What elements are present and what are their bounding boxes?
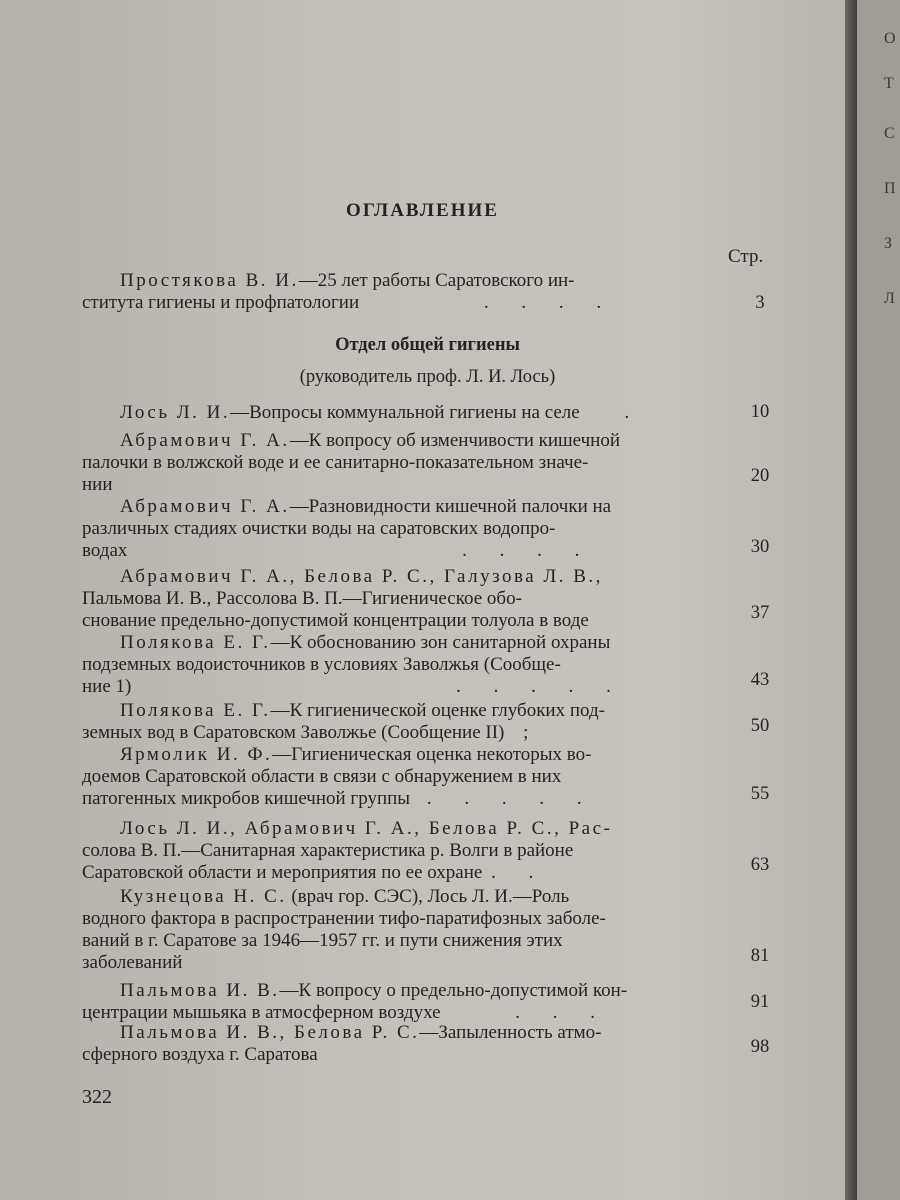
- adjacent-page-edge: [857, 0, 900, 1200]
- entry-title-cont: нии: [82, 474, 113, 495]
- entry-author: Абрамович Г. А., Белова Р. С., Галузова Л. В.,: [120, 566, 603, 587]
- toc-entry: [82, 818, 722, 884]
- entry-title-cont: ние 1): [82, 676, 132, 697]
- entry-title-cont: патогенных микробов кишечной группы: [82, 788, 411, 809]
- adjacent-page-char: О: [884, 30, 896, 47]
- toc-entry: [82, 566, 722, 632]
- adjacent-page-char: Л: [884, 290, 895, 307]
- leader-dots: ;: [523, 722, 543, 743]
- section-title: Отдел общей гигиены: [335, 335, 520, 355]
- entry-title: —Запыленность атмо-: [419, 1022, 602, 1043]
- entry-title: —25 лет работы Саратовского ин-: [298, 270, 575, 291]
- entry-title-cont: Пальмова И. В., Рассолова В. П.—Гигиеническое обо-: [82, 588, 522, 609]
- entry-title-cont: заболеваний: [82, 952, 183, 973]
- toc-entry: [82, 402, 722, 424]
- entry-title: —К обоснованию зон санитарной охраны: [270, 632, 611, 653]
- entry-title-cont: центрации мышьяка в атмосферном воздухе: [82, 1002, 441, 1023]
- page-number: 98: [750, 1037, 770, 1057]
- leader-dots: .: [624, 402, 644, 423]
- toc-entry: [82, 430, 722, 496]
- entry-title: —Разновидности кишечной палочки на: [289, 496, 612, 517]
- entry-title: —К гигиенической оценке глубоких под-: [270, 700, 605, 721]
- entry-author: Полякова Е. Г.: [120, 632, 271, 653]
- entry-title: —К вопросу о предельно-допустимой кон-: [279, 980, 628, 1001]
- entry-title: —Вопросы коммунальной гигиены на селе: [230, 402, 580, 423]
- entry-title-cont: Саратовской области и мероприятия по ее охране: [82, 862, 483, 883]
- entry-author: Кузнецова Н. С.: [120, 886, 287, 907]
- leader-dots: . . . . .: [456, 676, 625, 697]
- page-number: 50: [750, 716, 770, 736]
- toc-entry: [82, 632, 722, 698]
- entry-author: Простякова В. И.: [120, 270, 299, 291]
- page-number: 43: [750, 670, 770, 690]
- entry-title-cont: ститута гигиены и профпатологии: [82, 292, 360, 313]
- book-gutter: [845, 0, 857, 1200]
- page-number: 20: [750, 466, 770, 486]
- entry-author: Лось Л. И., Абрамович Г. А., Белова Р. С., Рас-: [120, 818, 613, 839]
- entry-title-cont: водного фактора в распространении тифо-паратифозных заболе-: [82, 908, 606, 929]
- page-number: 81: [750, 946, 770, 966]
- entry-title-cont: доемов Саратовской области в связи с обнаружением в них: [82, 766, 562, 787]
- leader-dots: . . . .: [462, 540, 594, 561]
- page-heading: ОГЛАВЛЕНИЕ: [346, 200, 499, 221]
- leader-dots: . . .: [515, 1002, 610, 1023]
- entry-author: Пальмова И. В., Белова Р. С.: [120, 1022, 420, 1043]
- toc-entry: [82, 700, 722, 744]
- page-number: 91: [750, 992, 770, 1012]
- toc-entry: [82, 496, 722, 562]
- entry-title-cont: солова В. П.—Санитарная характеристика р. Волги в районе: [82, 840, 574, 861]
- page-number: 30: [750, 537, 770, 557]
- page-number: 37: [750, 603, 770, 623]
- adjacent-page-char: Т: [884, 75, 894, 92]
- entry-title-cont: сферного воздуха г. Саратова: [82, 1044, 318, 1065]
- toc-entry-intro: [82, 270, 722, 314]
- entry-title-cont: различных стадиях очистки воды на саратовских водопро-: [82, 518, 556, 539]
- page-number: 55: [750, 784, 770, 804]
- entry-title-cont: палочки в волжской воде и ее санитарно-показательном значе-: [82, 452, 589, 473]
- entry-title: (врач гор. СЭС), Лось Л. И.—Роль: [286, 886, 570, 907]
- toc-entry: [82, 886, 722, 974]
- leader-dots: . . . .: [483, 292, 616, 313]
- toc-entry: [82, 744, 722, 810]
- toc-entry: [82, 1022, 722, 1066]
- entry-title-cont: водах: [82, 540, 128, 561]
- page-number: 3: [755, 293, 765, 313]
- entry-title-cont: земных вод в Саратовском Заволжье (Сообщение II): [82, 722, 505, 743]
- entry-title: —К вопросу об изменчивости кишечной: [289, 430, 620, 451]
- page-number: 63: [750, 855, 770, 875]
- folio-page-number: 322: [82, 1086, 112, 1108]
- adjacent-page-char: З: [884, 235, 893, 252]
- entry-author: Абрамович Г. А.: [120, 496, 290, 517]
- entry-title-cont: снование предельно-допустимой концентрации толуола в воде: [82, 610, 589, 631]
- adjacent-page-char: П: [884, 180, 896, 197]
- entry-author: Полякова Е. Г.: [120, 700, 271, 721]
- entry-author: Абрамович Г. А.: [120, 430, 290, 451]
- leader-dots: . .: [491, 862, 548, 883]
- entry-author: Ярмолик И. Ф.: [120, 744, 273, 765]
- adjacent-page-char: С: [884, 125, 895, 142]
- entry-title-cont: подземных водоисточников в условиях Заволжья (Сообще-: [82, 654, 561, 675]
- entry-author: Пальмова И. В.: [120, 980, 280, 1001]
- leader-dots: . . . . .: [426, 788, 596, 809]
- entry-title: —Гигиеническая оценка некоторых во-: [272, 744, 592, 765]
- entry-author: Лось Л. И.: [120, 402, 231, 423]
- entry-title-cont: ваний в г. Саратове за 1946—1957 гг. и пути снижения этих: [82, 930, 563, 951]
- page-number: 10: [750, 402, 770, 422]
- toc-entry: [82, 980, 722, 1024]
- section-subtitle: (руководитель проф. Л. И. Лось): [299, 367, 556, 387]
- page-column-label: Стр.: [728, 246, 764, 267]
